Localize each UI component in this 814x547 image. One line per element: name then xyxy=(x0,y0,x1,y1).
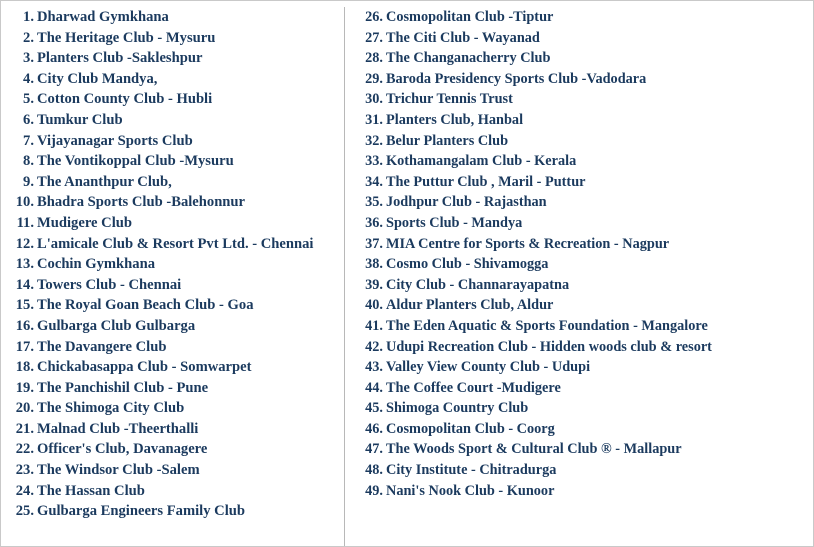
list-item-label: Cochin Gymkhana xyxy=(37,256,155,273)
list-item-label: Gulbarga Club Gulbarga xyxy=(37,317,196,334)
list-item-label: Kothamangalam Club - Kerala xyxy=(386,153,577,170)
list-item-label: The Royal Goan Beach Club - Goa xyxy=(37,297,254,314)
list-item-label: MIA Centre for Sports & Recreation - Nagpur xyxy=(386,235,670,252)
list-item-label: The Woods Sport & Cultural Club ® - Mallapur xyxy=(386,441,682,458)
list-item xyxy=(359,151,807,172)
list-item-number: 10. xyxy=(15,194,34,211)
list-item-number: 1. xyxy=(23,9,34,25)
list-item-label: City Club - Channarayapatna xyxy=(386,276,570,293)
list-item-label: Cotton County Club - Hubli xyxy=(37,91,213,108)
list-item-label: The Davangere Club xyxy=(37,338,167,355)
list-item xyxy=(359,316,807,337)
list-item-label: The Citi Club - Wayanad xyxy=(386,29,540,46)
list-item xyxy=(13,378,340,399)
list-item-label: The Changanacherry Club xyxy=(386,50,551,67)
list-item-number: 16. xyxy=(15,317,34,334)
list-item-label: Shimoga Country Club xyxy=(386,400,529,417)
list-item-label: The Panchishil Club - Pune xyxy=(37,379,209,396)
list-item xyxy=(13,501,340,522)
list-item xyxy=(359,131,807,152)
list-item-number: 14. xyxy=(15,276,34,293)
list-item-number: 42. xyxy=(365,338,383,355)
list-item-label: The Ananthpur Club, xyxy=(37,173,172,190)
list-item-label: Cosmopolitan Club -Tiptur xyxy=(386,9,554,25)
list-item xyxy=(359,48,807,69)
list-item-number: 40. xyxy=(365,297,383,314)
list-item-label: The Eden Aquatic & Sports Foundation - Mangalore xyxy=(386,317,708,334)
list-item-number: 37. xyxy=(365,235,383,252)
list-item xyxy=(13,419,340,440)
list-item-label: Jodhpur Club - Rajasthan xyxy=(386,194,547,211)
list-item-label: The Windsor Club -Salem xyxy=(37,462,200,479)
list-item-number: 5. xyxy=(23,91,34,108)
list-item-label: The Shimoga City Club xyxy=(37,400,185,417)
list-item-label: Valley View County Club - Udupi xyxy=(386,359,591,376)
list-item-label: Gulbarga Engineers Family Club xyxy=(37,503,245,520)
list-item-label: Nani's Nook Club - Kunoor xyxy=(386,482,555,499)
list-item xyxy=(359,357,807,378)
list-item-label: Chickabasappa Club - Somwarpet xyxy=(37,359,252,376)
list-item-number: 34. xyxy=(365,173,383,190)
list-item xyxy=(13,110,340,131)
list-item-number: 11. xyxy=(16,214,34,231)
list-item-number: 26. xyxy=(365,9,383,25)
list-item-label: Sports Club - Mandya xyxy=(386,214,523,231)
list-item-label: Trichur Tennis Trust xyxy=(386,91,513,108)
list-item-label: Bhadra Sports Club -Balehonnur xyxy=(37,194,246,211)
list-item xyxy=(13,234,340,255)
list-item-number: 27. xyxy=(365,29,383,46)
list-item-number: 23. xyxy=(15,462,34,479)
list-item xyxy=(13,48,340,69)
list-item-number: 33. xyxy=(365,153,383,170)
list-item xyxy=(13,213,340,234)
list-item xyxy=(13,316,340,337)
list-item-label: City Institute - Chitradurga xyxy=(386,462,557,479)
list-item-number: 4. xyxy=(23,70,34,87)
list-item xyxy=(359,295,807,316)
list-item xyxy=(359,460,807,481)
list-item-label: Planters Club -Sakleshpur xyxy=(37,50,203,67)
list-item xyxy=(359,481,807,502)
list-item xyxy=(359,89,807,110)
list-item xyxy=(13,275,340,296)
list-item-label: Belur Planters Club xyxy=(386,132,509,149)
list-item-number: 2. xyxy=(23,29,34,46)
list-item-label: The Puttur Club , Maril - Puttur xyxy=(386,173,586,190)
list-item xyxy=(359,28,807,49)
list-item xyxy=(359,254,807,275)
list-item xyxy=(359,275,807,296)
list-item xyxy=(13,131,340,152)
list-item-number: 13. xyxy=(15,256,34,273)
list-item xyxy=(13,481,340,502)
list-item xyxy=(359,378,807,399)
list-item-number: 44. xyxy=(365,379,383,396)
list-item-number: 3. xyxy=(23,50,34,67)
list-item-number: 6. xyxy=(23,111,34,128)
list-item-number: 18. xyxy=(15,359,34,376)
list-item-number: 47. xyxy=(365,441,383,458)
list-item xyxy=(13,357,340,378)
list-item-label: The Coffee Court -Mudigere xyxy=(386,379,561,396)
list-item xyxy=(359,234,807,255)
left-column xyxy=(1,7,345,546)
list-item-number: 24. xyxy=(15,482,34,499)
list-item-number: 20. xyxy=(15,400,34,417)
list-item xyxy=(13,337,340,358)
list-item xyxy=(359,213,807,234)
list-item-number: 9. xyxy=(23,173,34,190)
list-item xyxy=(359,337,807,358)
list-item-number: 15. xyxy=(15,297,34,314)
list-item-label: L'amicale Club & Resort Pvt Ltd. - Chennai xyxy=(37,235,314,252)
list-item-number: 17. xyxy=(15,338,34,355)
list-item-label: Aldur Planters Club, Aldur xyxy=(386,297,554,314)
two-column-layout xyxy=(1,1,813,546)
list-item-number: 22. xyxy=(15,441,34,458)
list-item-number: 48. xyxy=(365,462,383,479)
list-item-number: 28. xyxy=(365,50,383,67)
list-item-number: 31. xyxy=(365,111,383,128)
right-column xyxy=(345,7,813,546)
list-item-number: 21. xyxy=(15,420,34,437)
list-item xyxy=(13,254,340,275)
list-item-number: 49. xyxy=(365,482,383,499)
club-list-right xyxy=(359,7,807,501)
list-item xyxy=(13,192,340,213)
list-item xyxy=(359,69,807,90)
list-item-number: 25. xyxy=(15,503,34,520)
list-item xyxy=(359,172,807,193)
list-item-label: Towers Club - Chennai xyxy=(37,276,182,293)
list-item xyxy=(13,28,340,49)
list-item-label: Cosmopolitan Club - Coorg xyxy=(386,420,555,437)
list-item-label: Udupi Recreation Club - Hidden woods club & resort xyxy=(386,338,712,355)
list-item-label: The Vontikoppal Club -Mysuru xyxy=(37,153,234,170)
list-item xyxy=(13,7,340,28)
list-item xyxy=(359,192,807,213)
club-list-left xyxy=(13,7,340,522)
list-item xyxy=(359,110,807,131)
list-item-label: Tumkur Club xyxy=(37,111,123,128)
list-item-number: 29. xyxy=(365,70,383,87)
list-item-number: 46. xyxy=(365,420,383,437)
list-item xyxy=(13,398,340,419)
list-item-label: Malnad Club -Theerthalli xyxy=(37,420,199,437)
list-item-label: Vijayanagar Sports Club xyxy=(37,132,193,149)
list-item xyxy=(13,172,340,193)
list-item xyxy=(359,419,807,440)
list-item xyxy=(359,398,807,419)
list-item xyxy=(13,69,340,90)
list-item-label: Cosmo Club - Shivamogga xyxy=(386,256,549,273)
list-item-number: 7. xyxy=(23,132,34,149)
list-item-label: Officer's Club, Davanagere xyxy=(37,441,208,458)
list-item-number: 35. xyxy=(365,194,383,211)
list-item-number: 41. xyxy=(365,317,383,334)
list-item xyxy=(13,151,340,172)
list-item-number: 19. xyxy=(15,379,34,396)
list-item xyxy=(13,439,340,460)
list-item-number: 12. xyxy=(15,235,34,252)
list-item-number: 39. xyxy=(365,276,383,293)
list-item-label: The Heritage Club - Mysuru xyxy=(37,29,216,46)
list-item-label: Dharwad Gymkhana xyxy=(37,9,169,25)
list-item xyxy=(13,89,340,110)
list-item-label: Mudigere Club xyxy=(37,214,133,231)
list-item-label: The Hassan Club xyxy=(37,482,145,499)
list-item-number: 8. xyxy=(23,153,34,170)
list-item-label: City Club Mandya, xyxy=(37,70,158,87)
list-item-number: 43. xyxy=(365,359,383,376)
list-item-label: Planters Club, Hanbal xyxy=(386,111,524,128)
list-item-number: 45. xyxy=(365,400,383,417)
list-item-number: 30. xyxy=(365,91,383,108)
list-item-number: 32. xyxy=(365,132,383,149)
list-item xyxy=(13,460,340,481)
list-item-number: 36. xyxy=(365,214,383,231)
list-item-label: Baroda Presidency Sports Club -Vadodara xyxy=(386,70,647,87)
list-item xyxy=(359,439,807,460)
list-item xyxy=(13,295,340,316)
list-item xyxy=(359,7,807,28)
list-item-number: 38. xyxy=(365,256,383,273)
